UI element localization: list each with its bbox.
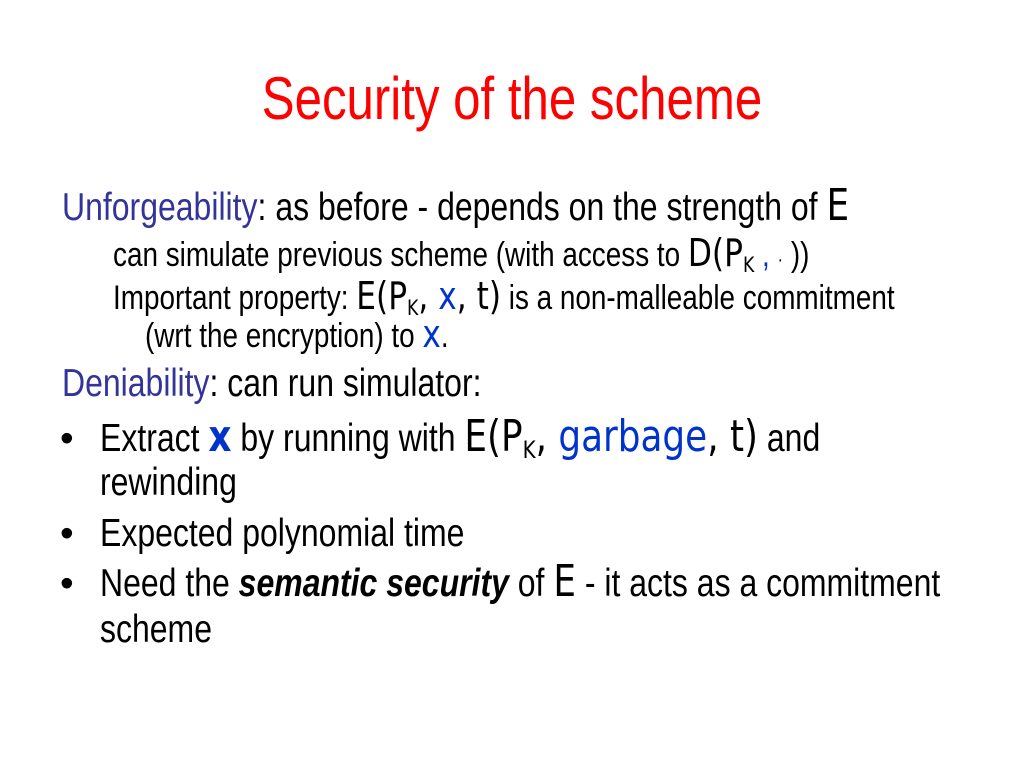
property-subpoint (113, 274, 895, 320)
bullet-semantic-text: - it acts as a commitment (575, 562, 941, 605)
simulate-subpoint (113, 231, 810, 277)
bullet-extract-text: and (757, 417, 821, 460)
property-rest: is a non-malleable commitment (501, 279, 895, 317)
property-continuation (145, 312, 449, 357)
slide-title: Security of the scheme (261, 65, 763, 132)
argument-comma: , (754, 236, 778, 274)
bullet-marker: • (60, 562, 74, 605)
deniability-text: : can run simulator: (209, 362, 482, 405)
bullet-marker: • (60, 417, 74, 460)
deniability-point (62, 360, 481, 407)
unforgeability-term: Unforgeability (62, 186, 258, 229)
key-subscript: K (742, 251, 755, 277)
encryption-function: E(P (356, 274, 408, 318)
semantic-security-emphasis: semantic security (238, 562, 509, 605)
closing-parens: )) (783, 236, 810, 274)
argument-separator: , (535, 411, 559, 462)
bullet-extract-continuation: rewinding (100, 461, 237, 504)
encryption-symbol: E (826, 180, 850, 231)
bullet-expected-time: Expected polynomial time (100, 512, 465, 555)
key-subscript: K (407, 294, 419, 320)
unforgeability-text: : as before - depends on the strength of (257, 186, 827, 229)
variable-x: x (422, 312, 441, 356)
deniability-term: Deniability (62, 362, 210, 405)
property-text: Important property: (113, 279, 357, 317)
property-continuation-text: (wrt the encryption) to (145, 317, 423, 355)
bullet-semantic-text: of (508, 562, 554, 605)
bullet-marker: • (60, 512, 74, 555)
variable-x: x (438, 274, 457, 318)
bullet-extract-text: by running with (231, 417, 465, 460)
encryption-function: E(P (464, 411, 523, 462)
argument-tail: , t) (707, 411, 758, 462)
placeholder-dot: · (777, 249, 784, 271)
simulate-text: can simulate previous scheme (with access to (113, 236, 688, 274)
argument-tail: , t) (456, 274, 502, 318)
key-subscript: K (522, 435, 536, 464)
variable-x: x (208, 411, 232, 462)
property-continuation-end: . (440, 317, 449, 355)
garbage-argument: garbage (558, 411, 708, 462)
bullet-extract (100, 411, 821, 464)
bullet-extract-text: Extract (100, 417, 209, 460)
decryption-function: D(P (687, 231, 743, 275)
bullet-semantic-continuation: scheme (100, 608, 212, 651)
encryption-symbol: E (553, 556, 576, 607)
bullet-semantic-text: Need the (100, 562, 239, 605)
argument-separator: , (418, 274, 439, 318)
unforgeability-point (62, 180, 850, 231)
bullet-semantic-security (100, 556, 941, 607)
